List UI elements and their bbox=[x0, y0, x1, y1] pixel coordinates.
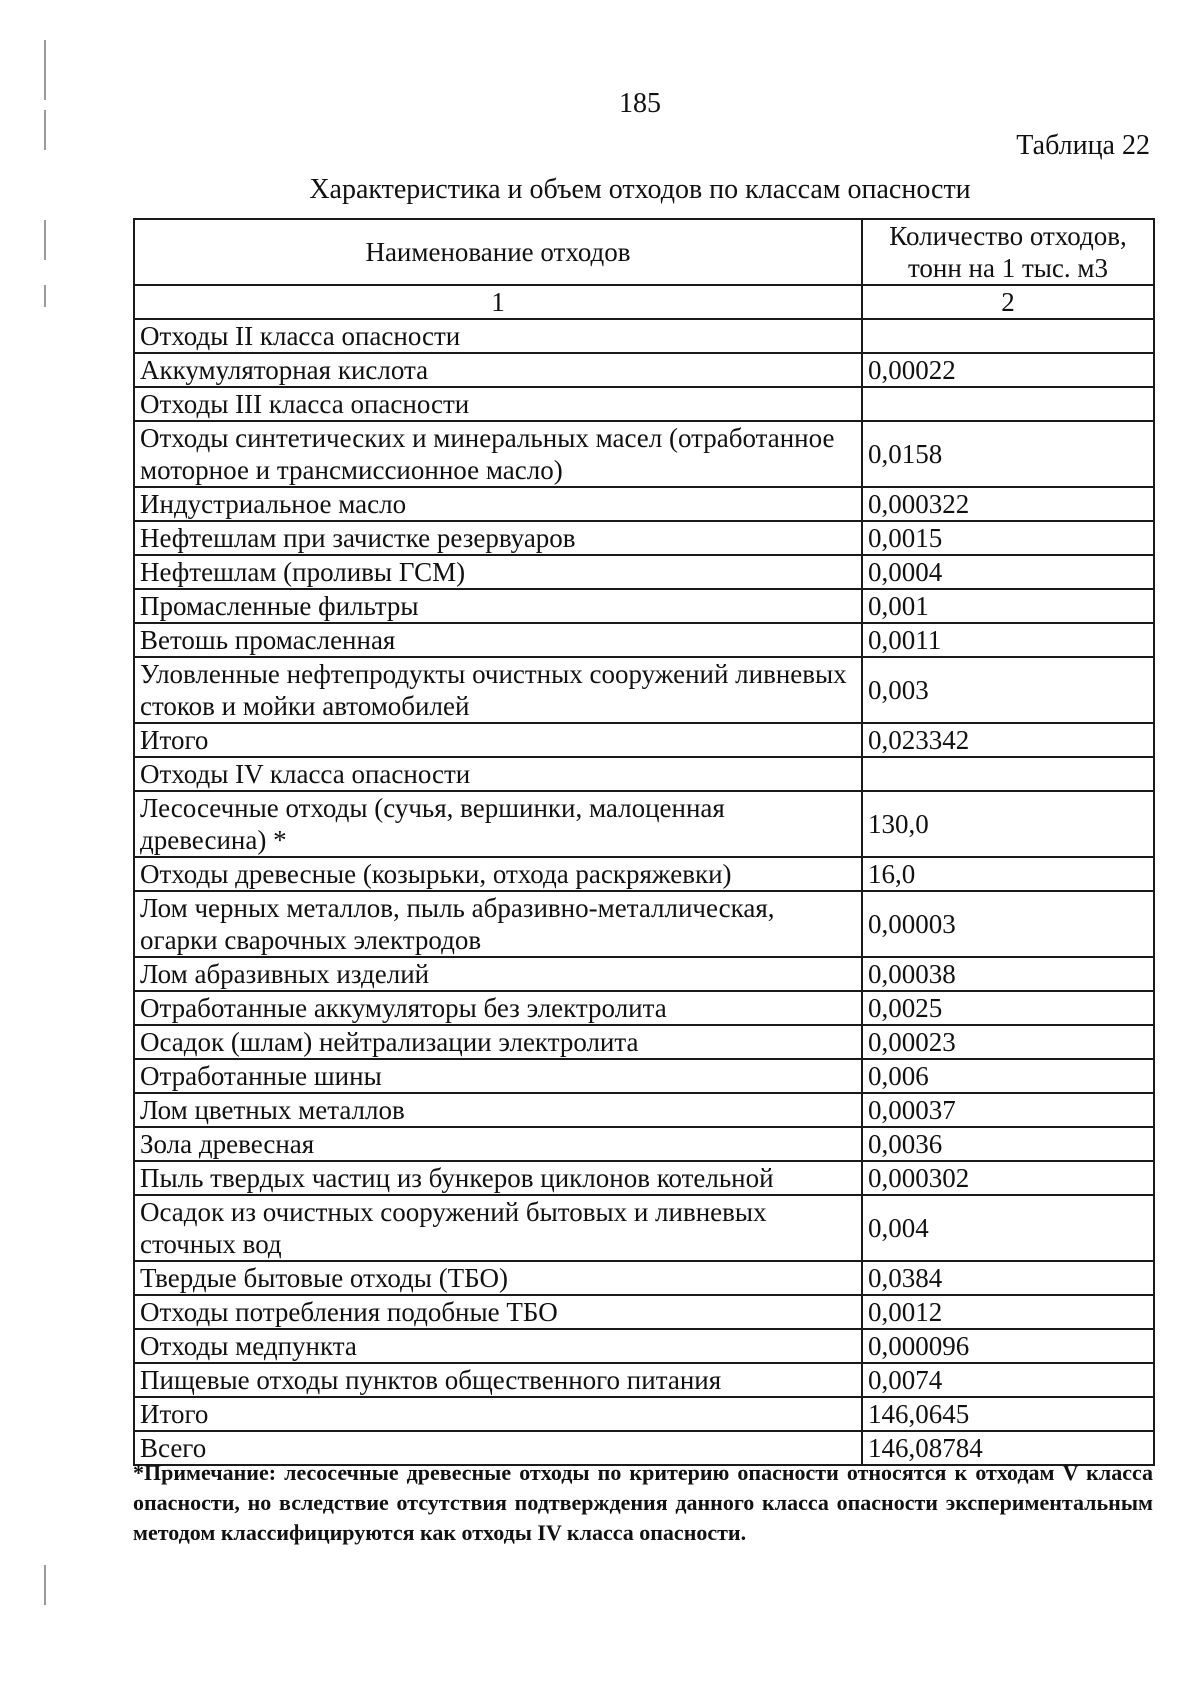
table-row bbox=[134, 757, 1154, 791]
waste-quantity-cell: 0,000096 bbox=[862, 1329, 1154, 1363]
table-row bbox=[134, 791, 1154, 857]
waste-name-cell: Осадок из очистных сооружений бытовых и ливневых сточных вод bbox=[134, 1195, 862, 1261]
waste-quantity-cell: 0,003 bbox=[862, 657, 1154, 723]
footnote: *Примечание: лесосечные древесные отходы по критерию опасности относятся к отходам V класса опасности, но вследствие отсутствия подтверждения данного класса опасности экспериментальным методом классифицируются как отходы IV класса опасности. bbox=[133, 1460, 1153, 1545]
waste-quantity-cell: 0,000302 bbox=[862, 1161, 1154, 1195]
page-number: 185 bbox=[619, 88, 661, 119]
waste-name-cell: Пищевые отходы пунктов общественного питания bbox=[134, 1363, 862, 1397]
table-row bbox=[134, 1329, 1154, 1363]
waste-quantity-cell: 0,00037 bbox=[862, 1093, 1154, 1127]
waste-name-cell: Отработанные шины bbox=[134, 1059, 862, 1093]
table-label: Таблица 22 bbox=[1016, 130, 1150, 161]
waste-quantity-cell: 0,0384 bbox=[862, 1261, 1154, 1295]
table-row bbox=[134, 1059, 1154, 1093]
table-row bbox=[134, 589, 1154, 623]
waste-quantity-cell: 0,00022 bbox=[862, 353, 1154, 387]
table-title: Характеристика и объем отходов по классам опасности bbox=[309, 174, 971, 205]
waste-quantity-cell bbox=[862, 387, 1154, 421]
table-row bbox=[134, 957, 1154, 991]
waste-quantity-cell: 0,0025 bbox=[862, 991, 1154, 1025]
table-row bbox=[134, 487, 1154, 521]
table-row bbox=[134, 891, 1154, 957]
waste-quantity-cell bbox=[862, 319, 1154, 353]
table-row bbox=[134, 1127, 1154, 1161]
table-row bbox=[134, 1363, 1154, 1397]
table-row bbox=[134, 991, 1154, 1025]
waste-name-cell: Отходы древесные (козырьки, отхода раскряжевки) bbox=[134, 857, 862, 891]
waste-name-cell: Лесосечные отходы (сучья, вершинки, малоценная древесина) * bbox=[134, 791, 862, 857]
waste-name-cell: Твердые бытовые отходы (ТБО) bbox=[134, 1261, 862, 1295]
column-number-row bbox=[134, 285, 1154, 319]
waste-quantity-cell: 0,023342 bbox=[862, 723, 1154, 757]
waste-name-cell: Отходы медпункта bbox=[134, 1329, 862, 1363]
waste-name-cell: Итого bbox=[134, 723, 862, 757]
table-row bbox=[134, 387, 1154, 421]
waste-quantity-cell: 0,0011 bbox=[862, 623, 1154, 657]
table-row bbox=[134, 353, 1154, 387]
table-row bbox=[134, 723, 1154, 757]
waste-quantity-cell: 0,0012 bbox=[862, 1295, 1154, 1329]
waste-name-cell: Отходы II класса опасности bbox=[134, 319, 862, 353]
waste-name-cell: Лом черных металлов, пыль абразивно-металлическая, огарки сварочных электродов bbox=[134, 891, 862, 957]
column-number-1: 1 bbox=[134, 285, 862, 319]
waste-quantity-cell: 0,001 bbox=[862, 589, 1154, 623]
waste-table bbox=[133, 218, 1155, 1466]
waste-name-cell: Пыль твердых частиц из бункеров циклонов котельной bbox=[134, 1161, 862, 1195]
scan-margin-mark bbox=[44, 220, 46, 260]
waste-quantity-cell: 0,004 bbox=[862, 1195, 1154, 1261]
waste-quantity-cell: 0,0036 bbox=[862, 1127, 1154, 1161]
waste-quantity-cell bbox=[862, 757, 1154, 791]
waste-name-cell: Уловленные нефтепродукты очистных сооружений ливневых стоков и мойки автомобилей bbox=[134, 657, 862, 723]
waste-quantity-cell: 0,00038 bbox=[862, 957, 1154, 991]
waste-name-cell: Отходы III класса опасности bbox=[134, 387, 862, 421]
waste-name-cell: Лом цветных металлов bbox=[134, 1093, 862, 1127]
waste-quantity-cell: 0,0074 bbox=[862, 1363, 1154, 1397]
table-row bbox=[134, 1093, 1154, 1127]
waste-name-cell: Отходы потребления подобные ТБО bbox=[134, 1295, 862, 1329]
table-header-row bbox=[134, 219, 1154, 285]
waste-name-cell: Промасленные фильтры bbox=[134, 589, 862, 623]
scan-margin-mark bbox=[44, 285, 46, 307]
table-row bbox=[134, 623, 1154, 657]
waste-quantity-cell: 0,00023 bbox=[862, 1025, 1154, 1059]
table-row bbox=[134, 1295, 1154, 1329]
waste-quantity-cell: 146,08784 bbox=[862, 1431, 1154, 1465]
table-row bbox=[134, 1261, 1154, 1295]
table-row bbox=[134, 1161, 1154, 1195]
waste-name-cell: Итого bbox=[134, 1397, 862, 1431]
table-row bbox=[134, 1195, 1154, 1261]
header-waste-name: Наименование отходов bbox=[134, 219, 862, 285]
column-number-2: 2 bbox=[862, 285, 1154, 319]
table-row bbox=[134, 319, 1154, 353]
waste-name-cell: Отработанные аккумуляторы без электролита bbox=[134, 991, 862, 1025]
table-row bbox=[134, 857, 1154, 891]
waste-quantity-cell: 16,0 bbox=[862, 857, 1154, 891]
waste-quantity-cell: 0,000322 bbox=[862, 487, 1154, 521]
waste-name-cell: Осадок (шлам) нейтрализации электролита bbox=[134, 1025, 862, 1059]
header-waste-quantity bbox=[862, 219, 1154, 285]
waste-quantity-cell: 130,0 bbox=[862, 791, 1154, 857]
waste-name-cell: Зола древесная bbox=[134, 1127, 862, 1161]
scan-margin-mark bbox=[44, 1565, 46, 1605]
waste-name-cell: Отходы синтетических и минеральных масел (отработанное моторное и трансмиссионное масло) bbox=[134, 421, 862, 487]
waste-name-cell: Ветошь промасленная bbox=[134, 623, 862, 657]
waste-name-cell: Аккумуляторная кислота bbox=[134, 353, 862, 387]
table-row bbox=[134, 657, 1154, 723]
waste-quantity-cell: 0,0004 bbox=[862, 555, 1154, 589]
table-row bbox=[134, 1397, 1154, 1431]
waste-quantity-cell: 0,0158 bbox=[862, 421, 1154, 487]
waste-name-cell: Индустриальное масло bbox=[134, 487, 862, 521]
waste-name-cell: Лом абразивных изделий bbox=[134, 957, 862, 991]
table-row bbox=[134, 555, 1154, 589]
table-row bbox=[134, 521, 1154, 555]
header-quantity-line2: тонн на 1 тыс. м3 bbox=[907, 253, 1109, 283]
waste-name-cell: Нефтешлам при зачистке резервуаров bbox=[134, 521, 862, 555]
table-row bbox=[134, 421, 1154, 487]
waste-name-cell: Всего bbox=[134, 1431, 862, 1465]
waste-quantity-cell: 0,00003 bbox=[862, 891, 1154, 957]
waste-name-cell: Нефтешлам (проливы ГСМ) bbox=[134, 555, 862, 589]
table-row bbox=[134, 1025, 1154, 1059]
waste-name-cell: Отходы IV класса опасности bbox=[134, 757, 862, 791]
waste-quantity-cell: 146,0645 bbox=[862, 1397, 1154, 1431]
waste-quantity-cell: 0,0015 bbox=[862, 521, 1154, 555]
header-quantity-line1: Количество отходов, bbox=[889, 221, 1127, 251]
waste-quantity-cell: 0,006 bbox=[862, 1059, 1154, 1093]
